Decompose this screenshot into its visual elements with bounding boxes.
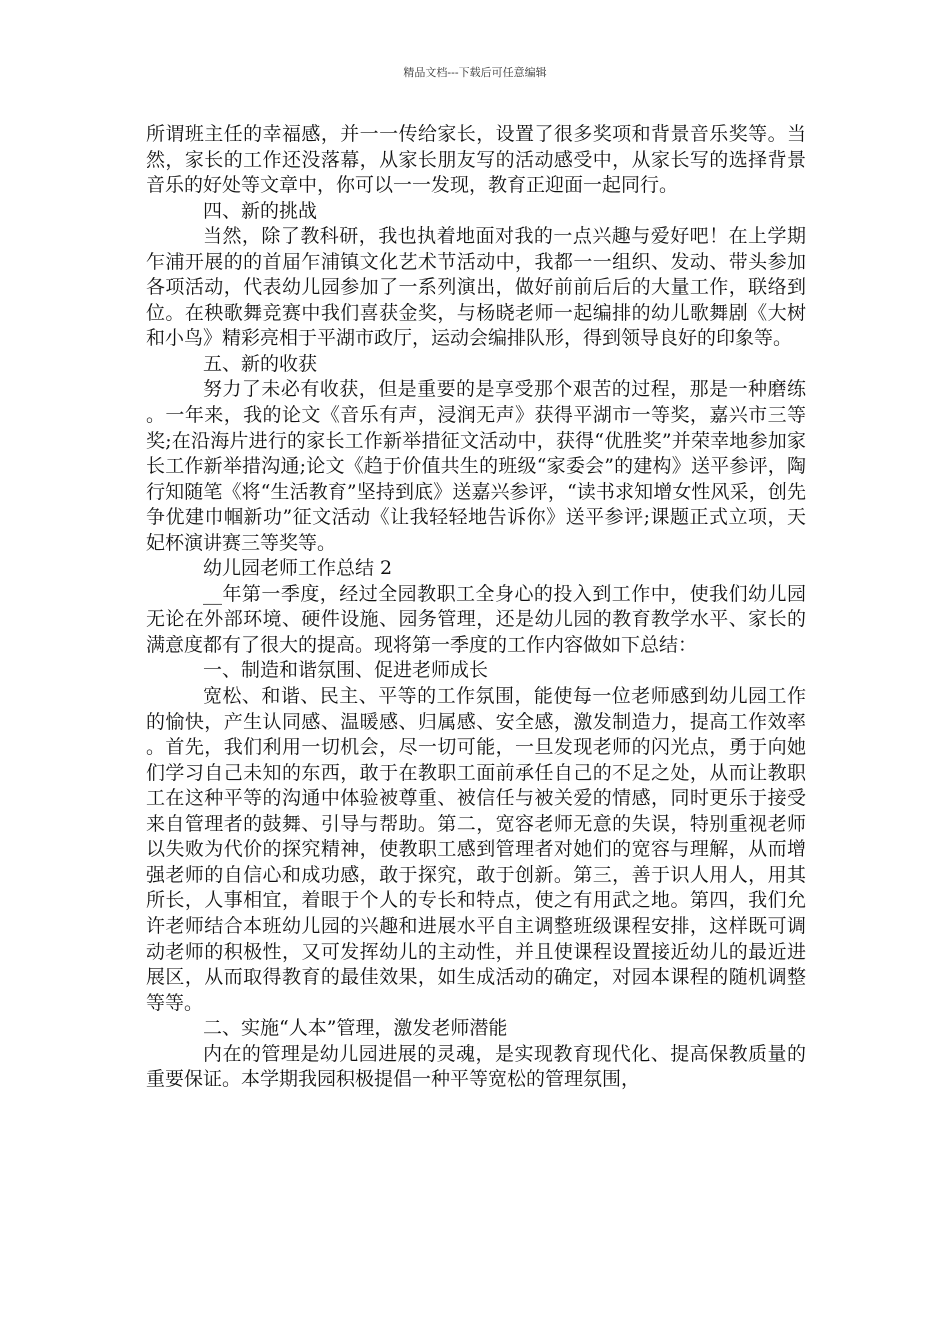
paragraph: 内在的管理是幼儿园进展的灵魂，是实现教育现代化、提高保教质量的重要保证。本学期我园积极提倡一种平等宽松的管理氛围， (146, 1042, 806, 1091)
section-heading-new-gains: 五、新的收获 (203, 352, 318, 375)
section-heading-new-challenge: 四、新的挑战 (203, 199, 318, 222)
paragraph: __年第一季度，经过全园教职工全身心的投入到工作中，使我们幼儿园无论在外部环境、硬件设施、园务管理，还是幼儿园的教育教学水平、家长的满意度都有了很大的提高。现将第一季度的工作内容做如下总结： (146, 582, 806, 656)
section-heading-harmony: 一、制造和谐氛围、促进老师成长 (203, 659, 489, 682)
paragraph: 努力了未必有收获，但是重要的是享受那个艰苦的过程，那是一种磨练。一年来，我的论文《音乐有声，浸润无声》获得平湖市一等奖，嘉兴市三等奖;在沿海片进行的家长工作新举措征文活动中，获得“优胜奖”并荣幸地参加家长工作新举措沟通;论文《趋于价值共生的班级“家委会”的建构》送平参评，陶行知随笔《将“生活教育”坚持到底》送嘉兴参评，“读书求知增女性风采，创先争优建巾帼新功”征文活动《让我轻轻地告诉你》送平参评;课题正式立项，天妃杯演讲赛三等奖等。 (146, 378, 806, 554)
paragraph-continuation: 所谓班主任的幸福感，并一一传给家长，设置了很多奖项和背景音乐奖等。当然，家长的工作还没落幕，从家长朋友写的活动感受中，从家长写的选择背景音乐的好处等文章中，你可以一一发现，教育正迎面一起同行。 (146, 123, 806, 197)
document-body (146, 122, 806, 1093)
page-header: 精品文档---下载后可任意编辑 (403, 66, 547, 79)
paragraph: 当然，除了教科研，我也执着地面对我的一点兴趣与爱好吧！在上学期乍浦开展的的首届乍浦镇文化艺术节活动中，我都一一组织、发动、带头参加各项活动，代表幼儿园参加了一系列演出，做好前前后后的大量工作，联络到位。在秧歌舞竞赛中我们喜获金奖，与杨晓老师一起编排的幼儿歌舞剧《大树和小鸟》精彩亮相于平湖市政厅，运动会编排队形，得到领导良好的印象等。 (146, 225, 806, 350)
section-heading-people-oriented: 二、实施“人本”管理，激发老师潜能 (203, 1017, 508, 1040)
document-title-summary-2: 幼儿园老师工作总结 2 (203, 557, 393, 580)
paragraph: 宽松、和谐、民主、平等的工作氛围，能使每一位老师感到幼儿园工作的愉快，产生认同感、温暖感、归属感、安全感，激发制造力，提高工作效率。首先，我们利用一切机会，尽一切可能，一旦发现老师的闪光点，勇于向她们学习自己未知的东西，敢于在教职工面前承任自己的不足之处，从而让教职工在这种平等的沟通中体验被尊重、被信任与被关爱的情感，同时更乐于接受来自管理者的鼓舞、引导与帮助。第二，宽容老师无意的失误，特别重视老师以失败为代价的探究精神，使教职工感到管理者对她们的宽容与理解，从而增强老师的自信心和成功感，敢于探究，敢于创新。第三，善于识人用人，用其所长，人事相宜，着眼于个人的专长和特点，使之有用武之地。第四，我们允许老师结合本班幼儿园的兴趣和进展水平自主调整班级课程安排，这样既可调动老师的积极性，又可发挥幼儿的主动性，并且使课程设置接近幼儿的最近进展区，从而取得教育的最佳效果，如生成活动的确定，对园本课程的随机调整等等。 (146, 685, 806, 1014)
